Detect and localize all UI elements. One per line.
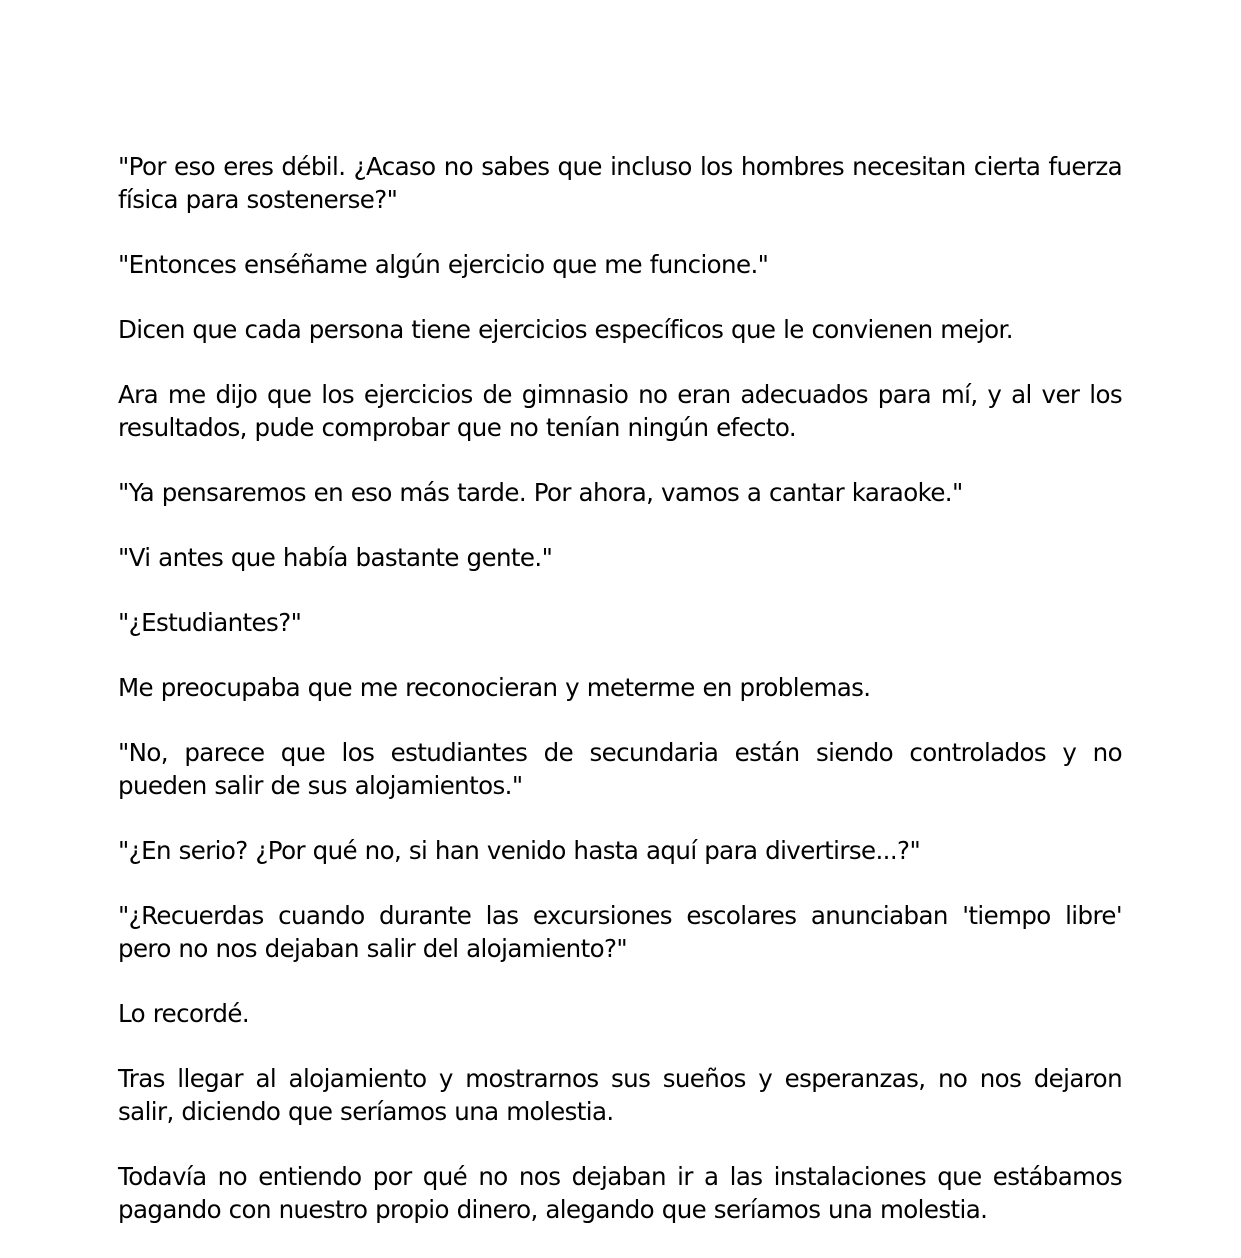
paragraph: "Ya pensaremos en eso más tarde. Por ahora, vamos a cantar karaoke." (118, 478, 963, 507)
paragraph: "Vi antes que había bastante gente." (118, 543, 553, 572)
paragraph: Dicen que cada persona tiene ejercicios específicos que le convienen mejor. (118, 315, 1013, 344)
paragraph: Todavía no entiendo por qué no nos dejaban ir a las instalaciones que estábamos pagando con nuestro propio dinero, alegando que seríamos una molestia. (118, 1162, 1122, 1224)
paragraph: "No, parece que los estudiantes de secundaria están siendo controlados y no pueden salir de sus alojamientos." (118, 738, 1122, 800)
paragraph: "Por eso eres débil. ¿Acaso no sabes que incluso los hombres necesitan cierta fuerza física para sostenerse?" (118, 152, 1122, 214)
paragraph: "¿Recuerdas cuando durante las excursiones escolares anunciaban 'tiempo libre' pero no nos dejaban salir del alojamiento?" (118, 901, 1122, 963)
paragraph: "¿En serio? ¿Por qué no, si han venido hasta aquí para divertirse...?" (118, 836, 921, 865)
document-body (118, 150, 1122, 1258)
paragraph: "Entonces enséñame algún ejercicio que me funcione." (118, 250, 769, 279)
paragraph: Me preocupaba que me reconocieran y meterme en problemas. (118, 673, 871, 702)
paragraph: Lo recordé. (118, 999, 250, 1028)
paragraph: Tras llegar al alojamiento y mostrarnos sus sueños y esperanzas, no nos dejaron salir, diciendo que seríamos una molestia. (118, 1064, 1122, 1126)
paragraph: "¿Estudiantes?" (118, 608, 302, 637)
paragraph: Ara me dijo que los ejercicios de gimnasio no eran adecuados para mí, y al ver los resultados, pude comprobar que no tenían ningún efecto. (118, 380, 1122, 442)
